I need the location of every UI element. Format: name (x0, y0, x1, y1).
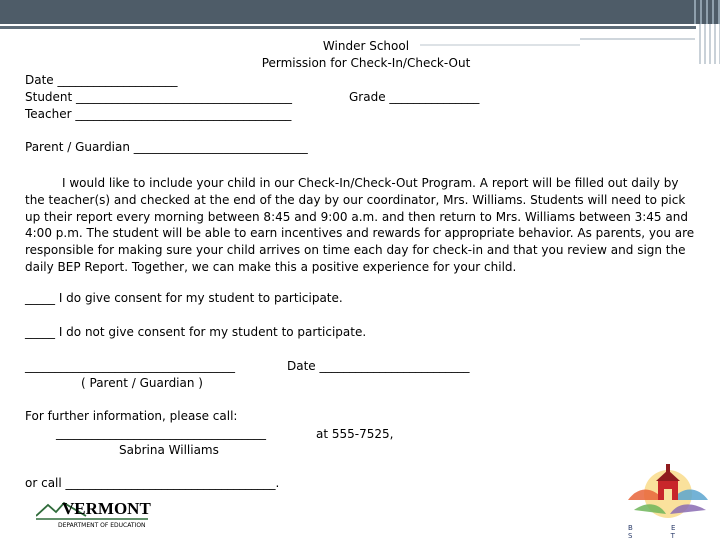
form-title: Permission for Check-In/Check-Out (261, 56, 471, 70)
best-logo (620, 462, 712, 538)
signature-line: ___________________________________ (25, 359, 235, 373)
decorative-rule-short (580, 38, 695, 40)
teacher-field: Teacher ____________________________________ (25, 107, 292, 121)
signature-caption: ( Parent / Guardian ) (81, 376, 203, 390)
schoolhouse-icon (620, 462, 712, 524)
or-call-line: or call ___________________________________. (25, 476, 280, 490)
program-description (25, 175, 695, 276)
vermont-wordmark: VERMONT (62, 499, 151, 518)
best-letters: B E S T (628, 524, 694, 540)
consent-no: _____ I do not give consent for my student to participate. (25, 325, 367, 339)
signature-date: Date _________________________ (287, 359, 470, 373)
consent-yes: _____ I do give consent for my student to participate. (25, 291, 343, 305)
parent-guardian-field: Parent / Guardian _____________________________ (25, 140, 308, 154)
vermont-dept-label: DEPARTMENT OF EDUCATION (58, 522, 146, 529)
contact-intro: For further information, please call: (25, 409, 238, 423)
vermont-doe-logo (36, 500, 151, 532)
program-description-text: I would like to include your child in our Check-In/Check-Out Program. A report will be filled out daily by the teacher(s) and checked at the end of the day by our coordinator, Mrs. Williams. Students will need to pick up their report every morning between 8:45 and 9:00 a.m. and then return to Mrs. Williams between 3:45 and 4:00 p.m. The student will be able to earn incentives and rewards for appropriate behavior. As parents, you are responsible for making sure your child arrives on time each day for check-in and that you review and sign the daily BEP Report. Together, we can make this a positive experience for your child. (25, 176, 695, 274)
top-decorative-bar (0, 0, 720, 24)
contact-phone: at 555-7525, (316, 427, 394, 441)
contact-line: ___________________________________ (56, 426, 266, 440)
contact-name: Sabrina Williams (119, 443, 219, 457)
date-field: Date ____________________ (25, 73, 178, 87)
grade-field: Grade _______________ (349, 90, 480, 104)
student-field: Student ____________________________________ (25, 90, 293, 104)
decorative-stripes-right (696, 24, 720, 64)
decorative-stripes (690, 0, 720, 24)
decorative-rule (0, 26, 700, 29)
school-name: Winder School (322, 39, 410, 53)
